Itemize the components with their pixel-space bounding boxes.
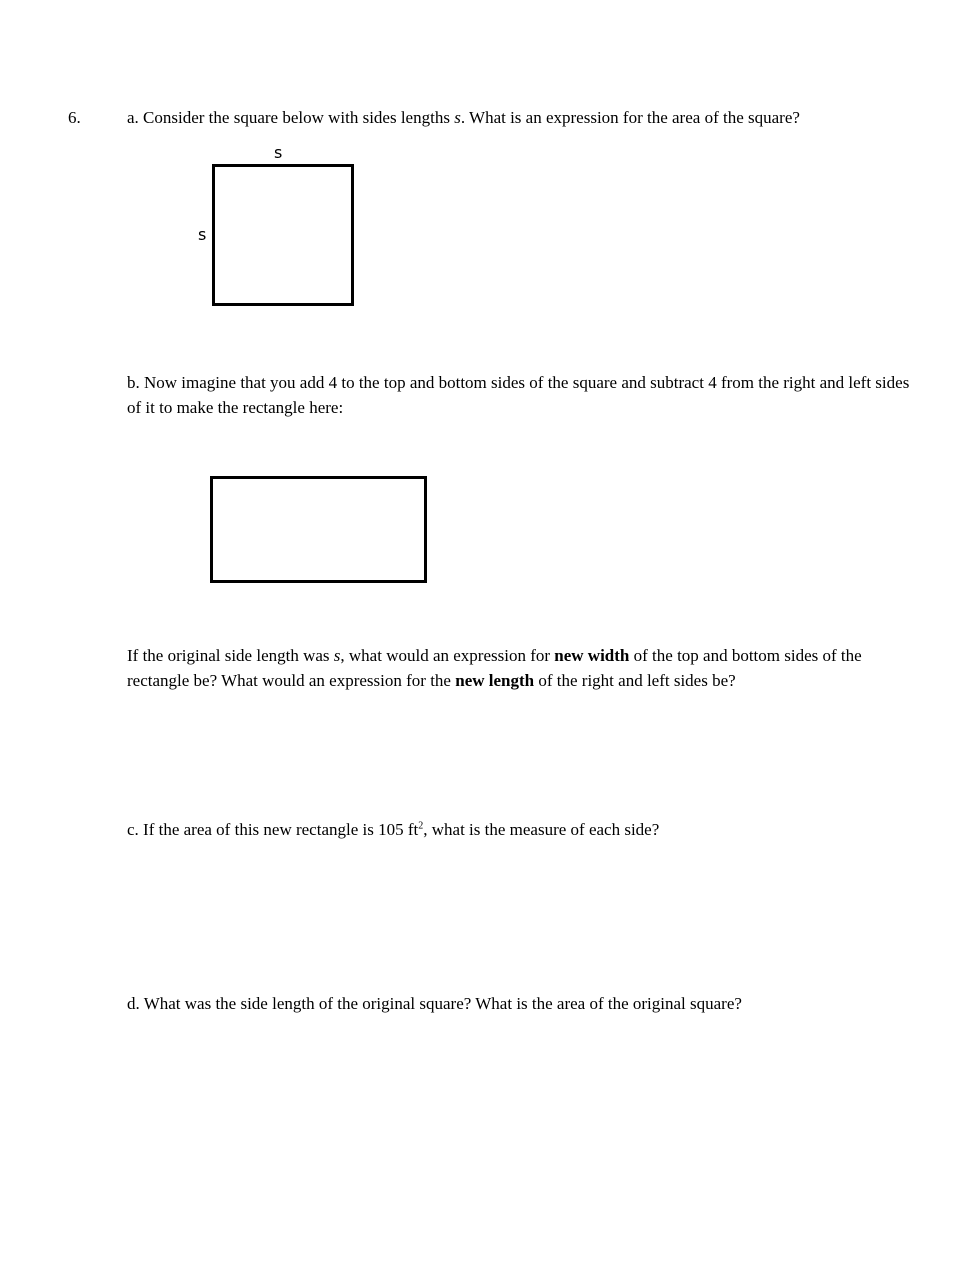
followup-text-3: of the top and bottom sides of the rectangle be? What would an expression for the	[127, 646, 862, 690]
followup-text-2: , what would an expression for	[340, 646, 555, 665]
followup-prompt	[127, 643, 927, 693]
new-length-term: new length	[455, 671, 535, 690]
part-c-superscript: 2	[418, 820, 424, 832]
square-figure	[212, 164, 354, 306]
square-top-label: s	[274, 143, 283, 162]
part-d-prompt: d. What was the side length of the original square? What is the area of the original square?	[127, 994, 742, 1013]
part-c-text-before: c. If the area of this new rectangle is 105 ft	[127, 820, 419, 839]
new-width-term: new width	[554, 646, 630, 665]
square-left-label: s	[198, 225, 207, 244]
part-c-text-after: , what is the measure of each side?	[423, 820, 660, 839]
part-a-prompt	[127, 105, 927, 130]
part-b-prompt: b. Now imagine that you add 4 to the top and bottom sides of the square and subtract 4 from the right and left sides of it to make the rectangle here:	[127, 373, 910, 417]
part-a-text-before: a. Consider the square below with sides lengths	[127, 108, 455, 127]
part-a-variable: s	[454, 108, 461, 127]
followup-variable: s	[333, 646, 341, 665]
question-number: 6.	[68, 108, 81, 127]
followup-text-1: If the original side length was	[127, 646, 334, 665]
part-a-text-after: . What is an expression for the area of the square?	[460, 108, 800, 127]
part-c-prompt	[127, 817, 927, 842]
rectangle-figure	[210, 476, 427, 583]
followup-text-4: of the right and left sides be?	[534, 671, 736, 690]
